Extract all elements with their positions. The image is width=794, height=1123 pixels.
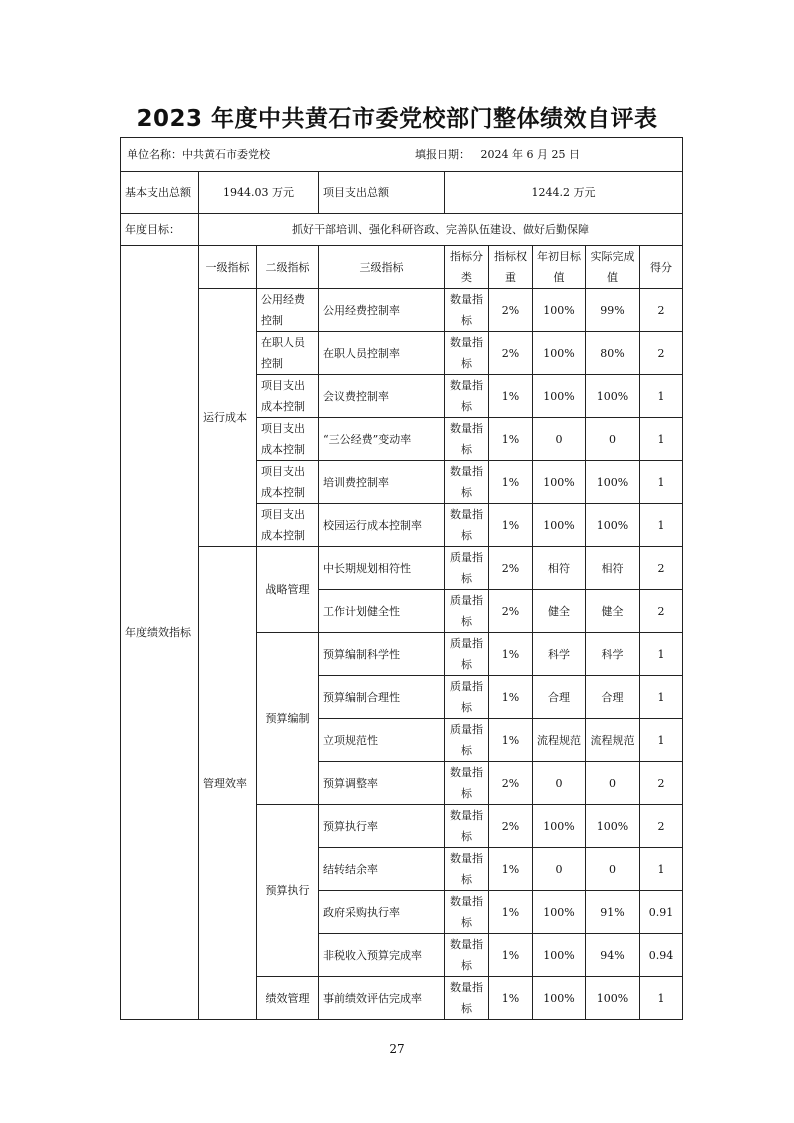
actual-cell: 相符 bbox=[586, 547, 640, 590]
category-cell: 数量指标 bbox=[445, 289, 489, 332]
level1-management-efficiency: 管理效率 bbox=[199, 547, 257, 1020]
actual-cell: 91% bbox=[586, 891, 640, 934]
category-cell: 数量指标 bbox=[445, 891, 489, 934]
level2-cell: 项目支出成本控制 bbox=[257, 375, 319, 418]
level3-cell: 工作计划健全性 bbox=[319, 590, 445, 633]
weight-cell: 1% bbox=[489, 848, 533, 891]
level3-cell: 预算调整率 bbox=[319, 762, 445, 805]
level1-operating-cost: 运行成本 bbox=[199, 289, 257, 547]
initial-cell: 相符 bbox=[533, 547, 586, 590]
actual-cell: 100% bbox=[586, 375, 640, 418]
col-category: 指标分类 bbox=[445, 246, 489, 289]
weight-cell: 2% bbox=[489, 332, 533, 375]
actual-cell: 健全 bbox=[586, 590, 640, 633]
initial-cell: 合理 bbox=[533, 676, 586, 719]
score-cell: 2 bbox=[640, 332, 683, 375]
score-cell: 2 bbox=[640, 289, 683, 332]
category-cell: 质量指标 bbox=[445, 719, 489, 762]
goal-row bbox=[121, 214, 683, 246]
weight-cell: 1% bbox=[489, 676, 533, 719]
initial-cell: 0 bbox=[533, 848, 586, 891]
category-cell: 数量指标 bbox=[445, 934, 489, 977]
weight-cell: 2% bbox=[489, 289, 533, 332]
initial-cell: 100% bbox=[533, 934, 586, 977]
initial-cell: 100% bbox=[533, 977, 586, 1020]
category-cell: 质量指标 bbox=[445, 590, 489, 633]
weight-cell: 2% bbox=[489, 805, 533, 848]
annual-indicators-label: 年度绩效指标 bbox=[121, 246, 199, 1020]
initial-cell: 0 bbox=[533, 418, 586, 461]
category-cell: 质量指标 bbox=[445, 633, 489, 676]
level2-strategic-management: 战略管理 bbox=[257, 547, 319, 633]
table-row bbox=[121, 289, 683, 332]
performance-table bbox=[120, 137, 683, 1020]
budget-row bbox=[121, 172, 683, 214]
page-title: 2023 年度中共黄石市委党校部门整体绩效自评表 bbox=[136, 106, 658, 132]
level3-cell: 会议费控制率 bbox=[319, 375, 445, 418]
level2-budget-execution: 预算执行 bbox=[257, 805, 319, 977]
col-level2: 二级指标 bbox=[257, 246, 319, 289]
level3-cell: 事前绩效评估完成率 bbox=[319, 977, 445, 1020]
category-cell: 质量指标 bbox=[445, 547, 489, 590]
level2-budget-preparation: 预算编制 bbox=[257, 633, 319, 805]
col-level1: 一级指标 bbox=[199, 246, 257, 289]
score-cell: 1 bbox=[640, 504, 683, 547]
category-cell: 数量指标 bbox=[445, 504, 489, 547]
actual-cell: 0 bbox=[586, 418, 640, 461]
score-cell: 0.91 bbox=[640, 891, 683, 934]
score-cell: 1 bbox=[640, 418, 683, 461]
level3-cell: 公用经费控制率 bbox=[319, 289, 445, 332]
score-cell: 1 bbox=[640, 375, 683, 418]
category-cell: 数量指标 bbox=[445, 762, 489, 805]
initial-cell: 流程规范 bbox=[533, 719, 586, 762]
level3-cell: 政府采购执行率 bbox=[319, 891, 445, 934]
level3-cell: 预算编制合理性 bbox=[319, 676, 445, 719]
category-cell: 数量指标 bbox=[445, 332, 489, 375]
weight-cell: 1% bbox=[489, 418, 533, 461]
actual-cell: 100% bbox=[586, 461, 640, 504]
score-cell: 1 bbox=[640, 633, 683, 676]
fill-date-value: 2024 年 6 月 25 日 bbox=[480, 148, 581, 161]
weight-cell: 1% bbox=[489, 719, 533, 762]
weight-cell: 1% bbox=[489, 891, 533, 934]
weight-cell: 1% bbox=[489, 461, 533, 504]
level3-cell: 预算执行率 bbox=[319, 805, 445, 848]
actual-cell: 0 bbox=[586, 848, 640, 891]
score-cell: 1 bbox=[640, 719, 683, 762]
actual-cell: 80% bbox=[586, 332, 640, 375]
level3-cell: 中长期规划相符性 bbox=[319, 547, 445, 590]
level2-cell: 公用经费控制 bbox=[257, 289, 319, 332]
unit-row bbox=[121, 138, 683, 172]
category-cell: 数量指标 bbox=[445, 848, 489, 891]
project-expense-label: 项目支出总额 bbox=[319, 172, 445, 214]
weight-cell: 1% bbox=[489, 504, 533, 547]
table-row bbox=[121, 547, 683, 590]
level3-cell: 培训费控制率 bbox=[319, 461, 445, 504]
basic-expense-value: 1944.03 万元 bbox=[199, 172, 319, 214]
actual-cell: 94% bbox=[586, 934, 640, 977]
weight-cell: 2% bbox=[489, 547, 533, 590]
initial-cell: 0 bbox=[533, 762, 586, 805]
weight-cell: 1% bbox=[489, 375, 533, 418]
level3-cell: 结转结余率 bbox=[319, 848, 445, 891]
level2-cell: 项目支出成本控制 bbox=[257, 418, 319, 461]
level3-cell: 校园运行成本控制率 bbox=[319, 504, 445, 547]
category-cell: 数量指标 bbox=[445, 418, 489, 461]
header-row bbox=[121, 246, 683, 289]
initial-cell: 100% bbox=[533, 332, 586, 375]
goal-label: 年度目标： bbox=[121, 214, 199, 246]
category-cell: 数量指标 bbox=[445, 375, 489, 418]
page-number: 27 bbox=[389, 1042, 405, 1056]
score-cell: 1 bbox=[640, 977, 683, 1020]
actual-cell: 100% bbox=[586, 805, 640, 848]
level3-cell: 在职人员控制率 bbox=[319, 332, 445, 375]
level2-cell: 项目支出成本控制 bbox=[257, 461, 319, 504]
actual-cell: 100% bbox=[586, 504, 640, 547]
weight-cell: 2% bbox=[489, 590, 533, 633]
level3-cell: 非税收入预算完成率 bbox=[319, 934, 445, 977]
actual-cell: 流程规范 bbox=[586, 719, 640, 762]
level3-cell: “三公经费”变动率 bbox=[319, 418, 445, 461]
col-weight: 指标权重 bbox=[489, 246, 533, 289]
actual-cell: 科学 bbox=[586, 633, 640, 676]
level2-performance-management: 绩效管理 bbox=[257, 977, 319, 1020]
score-cell: 2 bbox=[640, 590, 683, 633]
initial-cell: 健全 bbox=[533, 590, 586, 633]
unit-name-value: 中共黄石市委党校 bbox=[182, 148, 270, 161]
actual-cell: 100% bbox=[586, 977, 640, 1020]
fill-date-label: 填报日期： bbox=[415, 148, 471, 161]
actual-cell: 0 bbox=[586, 762, 640, 805]
category-cell: 数量指标 bbox=[445, 805, 489, 848]
level3-cell: 预算编制科学性 bbox=[319, 633, 445, 676]
col-initial: 年初目标值 bbox=[533, 246, 586, 289]
category-cell: 数量指标 bbox=[445, 977, 489, 1020]
initial-cell: 100% bbox=[533, 289, 586, 332]
weight-cell: 1% bbox=[489, 633, 533, 676]
weight-cell: 1% bbox=[489, 934, 533, 977]
actual-cell: 合理 bbox=[586, 676, 640, 719]
category-cell: 质量指标 bbox=[445, 676, 489, 719]
score-cell: 2 bbox=[640, 762, 683, 805]
unit-name-label: 单位名称： bbox=[127, 148, 182, 161]
category-cell: 数量指标 bbox=[445, 461, 489, 504]
weight-cell: 2% bbox=[489, 762, 533, 805]
col-level3: 三级指标 bbox=[319, 246, 445, 289]
score-cell: 0.94 bbox=[640, 934, 683, 977]
goal-text: 抓好干部培训、强化科研咨政、完善队伍建设、做好后勤保障 bbox=[199, 214, 683, 246]
col-actual: 实际完成值 bbox=[586, 246, 640, 289]
level2-cell: 项目支出成本控制 bbox=[257, 504, 319, 547]
score-cell: 1 bbox=[640, 676, 683, 719]
actual-cell: 99% bbox=[586, 289, 640, 332]
initial-cell: 100% bbox=[533, 891, 586, 934]
initial-cell: 100% bbox=[533, 504, 586, 547]
initial-cell: 100% bbox=[533, 461, 586, 504]
score-cell: 2 bbox=[640, 805, 683, 848]
col-score: 得分 bbox=[640, 246, 683, 289]
initial-cell: 100% bbox=[533, 805, 586, 848]
level3-cell: 立项规范性 bbox=[319, 719, 445, 762]
basic-expense-label: 基本支出总额 bbox=[121, 172, 199, 214]
score-cell: 2 bbox=[640, 547, 683, 590]
score-cell: 1 bbox=[640, 848, 683, 891]
weight-cell: 1% bbox=[489, 977, 533, 1020]
project-expense-value: 1244.2 万元 bbox=[445, 172, 683, 214]
level2-cell: 在职人员控制 bbox=[257, 332, 319, 375]
initial-cell: 100% bbox=[533, 375, 586, 418]
score-cell: 1 bbox=[640, 461, 683, 504]
initial-cell: 科学 bbox=[533, 633, 586, 676]
